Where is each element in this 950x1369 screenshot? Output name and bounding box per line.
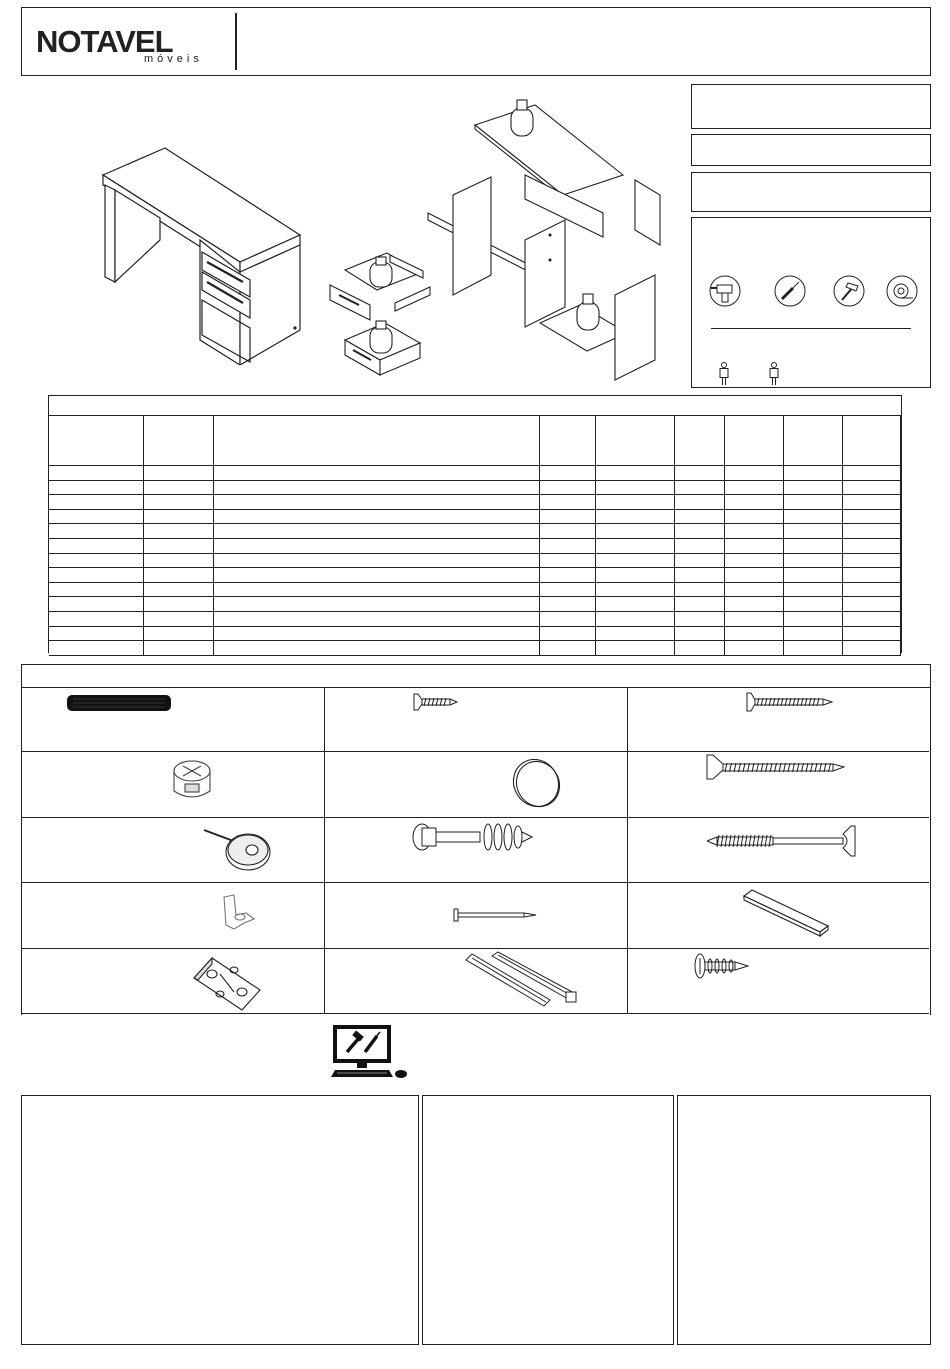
table-cell	[214, 553, 540, 568]
table-cell	[144, 480, 214, 495]
table-cell	[214, 538, 540, 553]
short-screw-icon	[412, 692, 460, 712]
pan-screw-icon	[692, 952, 752, 980]
table-cell	[49, 509, 144, 524]
table-cell	[674, 524, 725, 539]
table-cell	[595, 611, 674, 626]
table-cell	[595, 524, 674, 539]
table-cell	[540, 553, 596, 568]
table-cell	[674, 416, 725, 466]
header-divider	[235, 13, 237, 70]
table-cell	[540, 509, 596, 524]
table-cell	[843, 480, 901, 495]
table-cell	[214, 582, 540, 597]
table-cell	[843, 553, 901, 568]
table-cell	[784, 538, 843, 553]
screwdriver-icon	[773, 274, 807, 308]
table-cell	[214, 597, 540, 612]
table-cell	[595, 495, 674, 510]
table-row	[49, 538, 901, 553]
table-cell	[674, 568, 725, 583]
table-cell	[843, 538, 901, 553]
table-cell	[784, 416, 843, 466]
hammer-icon	[832, 274, 866, 308]
table-cell	[901, 553, 902, 568]
table-cell	[214, 568, 540, 583]
nail-glide-icon	[200, 822, 275, 874]
table-cell	[843, 582, 901, 597]
table-row	[49, 597, 901, 612]
table-cell	[595, 480, 674, 495]
table-cell	[49, 641, 144, 656]
table-cell	[214, 641, 540, 656]
table-cell	[49, 611, 144, 626]
table-cell	[595, 509, 674, 524]
table-cell	[49, 553, 144, 568]
parts-table	[49, 416, 901, 656]
table-cell	[843, 568, 901, 583]
parts-table-wrapper	[48, 395, 902, 653]
table-cell	[214, 626, 540, 641]
tape-measure-icon	[885, 274, 919, 308]
table-cell	[725, 553, 784, 568]
table-cell	[595, 538, 674, 553]
table-cell	[540, 538, 596, 553]
table-cell	[674, 626, 725, 641]
table-cell	[674, 582, 725, 597]
cam-bolt-icon	[410, 820, 535, 854]
table-cell	[784, 553, 843, 568]
table-cell	[144, 582, 214, 597]
table-cell	[144, 416, 214, 466]
table-cell	[843, 611, 901, 626]
table-row	[49, 568, 901, 583]
hardware-item	[325, 687, 628, 752]
felt-pad-icon	[508, 757, 564, 809]
corner-bracket-icon	[190, 950, 265, 1012]
table-row	[49, 582, 901, 597]
table-row	[49, 495, 901, 510]
table-cell	[901, 611, 902, 626]
table-cell	[49, 538, 144, 553]
confirmat-screw-icon	[705, 822, 865, 860]
table-cell	[214, 466, 540, 481]
table-cell	[901, 495, 902, 510]
brand-subname: móveis	[144, 53, 203, 65]
brand-logo	[36, 20, 221, 70]
info-box-2	[691, 134, 931, 166]
table-cell	[49, 597, 144, 612]
table-cell	[49, 495, 144, 510]
table-row	[49, 626, 901, 641]
table-cell	[144, 597, 214, 612]
table-cell	[843, 597, 901, 612]
table-cell	[725, 495, 784, 510]
table-cell	[49, 568, 144, 583]
info-box-1	[691, 84, 931, 129]
table-cell	[784, 597, 843, 612]
hardware-item	[628, 949, 929, 1014]
table-cell	[901, 480, 902, 495]
table-cell	[901, 597, 902, 612]
table-cell	[214, 495, 540, 510]
exploded-view-illustration	[325, 95, 670, 385]
table-cell	[674, 538, 725, 553]
table-cell	[595, 553, 674, 568]
hardware-title	[22, 665, 930, 688]
tools-box	[691, 217, 931, 388]
table-cell	[540, 466, 596, 481]
table-cell	[144, 626, 214, 641]
drill-icon	[708, 274, 742, 308]
notes-column-3	[677, 1095, 931, 1345]
table-cell	[144, 641, 214, 656]
table-cell	[725, 416, 784, 466]
table-cell	[901, 509, 902, 524]
table-cell	[674, 480, 725, 495]
table-cell	[901, 568, 902, 583]
table-cell	[901, 538, 902, 553]
table-cell	[674, 466, 725, 481]
table-cell	[595, 582, 674, 597]
table-cell	[674, 495, 725, 510]
info-box-3	[691, 172, 931, 212]
table-cell	[144, 466, 214, 481]
table-cell	[540, 582, 596, 597]
table-cell	[784, 509, 843, 524]
table-cell	[540, 641, 596, 656]
table-cell	[214, 480, 540, 495]
table-cell	[784, 495, 843, 510]
table-cell	[540, 626, 596, 641]
table-cell	[901, 416, 902, 466]
table-cell	[49, 416, 144, 466]
table-cell	[49, 626, 144, 641]
table-cell	[784, 524, 843, 539]
dowel-icon	[65, 692, 175, 714]
brand-name: NOTAVEL	[36, 24, 173, 59]
table-cell	[49, 480, 144, 495]
table-cell	[725, 538, 784, 553]
computer-tools-icon	[331, 1024, 411, 1080]
hardware-item	[325, 752, 628, 817]
table-cell	[674, 509, 725, 524]
table-cell	[674, 553, 725, 568]
table-cell	[595, 416, 674, 466]
hardware-item	[22, 883, 325, 948]
table-header-row	[49, 416, 901, 466]
table-cell	[843, 626, 901, 641]
table-cell	[540, 597, 596, 612]
table-cell	[901, 466, 902, 481]
table-cell	[784, 480, 843, 495]
table-cell	[843, 466, 901, 481]
table-cell	[784, 611, 843, 626]
notes-column-2	[422, 1095, 674, 1345]
table-cell	[784, 641, 843, 656]
table-cell	[725, 524, 784, 539]
table-cell	[784, 466, 843, 481]
table-row	[49, 553, 901, 568]
table-cell	[725, 466, 784, 481]
table-row	[49, 466, 901, 481]
medium-screw-icon	[745, 692, 835, 712]
table-row	[49, 509, 901, 524]
table-cell	[725, 582, 784, 597]
table-cell	[214, 416, 540, 466]
table-cell	[144, 568, 214, 583]
long-screw-icon	[705, 753, 847, 781]
table-cell	[725, 568, 784, 583]
table-cell	[843, 509, 901, 524]
table-cell	[595, 466, 674, 481]
table-cell	[49, 466, 144, 481]
person-icon	[768, 362, 780, 386]
shelf-support-icon	[218, 893, 268, 935]
table-cell	[214, 509, 540, 524]
table-cell	[540, 611, 596, 626]
table-cell	[674, 611, 725, 626]
table-cell	[725, 509, 784, 524]
table-cell	[595, 641, 674, 656]
nail-icon	[452, 906, 542, 924]
table-cell	[144, 611, 214, 626]
table-cell	[214, 524, 540, 539]
table-cell	[725, 611, 784, 626]
drawer-slide-icon	[462, 950, 582, 1010]
table-cell	[784, 582, 843, 597]
table-cell	[843, 495, 901, 510]
header-bar	[21, 7, 931, 76]
table-cell	[725, 641, 784, 656]
table-cell	[901, 626, 902, 641]
table-cell	[595, 597, 674, 612]
table-cell	[674, 597, 725, 612]
table-row	[49, 611, 901, 626]
table-cell	[674, 641, 725, 656]
assembled-desk-illustration	[95, 140, 310, 365]
table-cell	[595, 626, 674, 641]
table-cell	[901, 582, 902, 597]
parts-table-title	[49, 396, 901, 416]
table-cell	[540, 416, 596, 466]
table-cell	[784, 568, 843, 583]
table-cell	[843, 524, 901, 539]
table-cell	[901, 524, 902, 539]
table-cell	[843, 641, 901, 656]
table-cell	[49, 524, 144, 539]
table-cell	[540, 524, 596, 539]
notes-column-1	[21, 1095, 419, 1345]
table-cell	[595, 568, 674, 583]
table-cell	[725, 480, 784, 495]
table-cell	[49, 582, 144, 597]
table-cell	[725, 626, 784, 641]
table-cell	[540, 480, 596, 495]
table-cell	[901, 641, 902, 656]
table-cell	[144, 509, 214, 524]
table-cell	[214, 611, 540, 626]
table-row	[49, 524, 901, 539]
hardware-item	[22, 818, 325, 883]
table-row	[49, 641, 901, 656]
table-cell	[144, 538, 214, 553]
table-row	[49, 480, 901, 495]
table-cell	[540, 568, 596, 583]
table-cell	[144, 524, 214, 539]
hardware-item	[22, 949, 325, 1014]
table-cell	[843, 416, 901, 466]
table-cell	[144, 495, 214, 510]
cam-lock-icon	[167, 757, 217, 807]
table-cell	[784, 626, 843, 641]
table-cell	[144, 553, 214, 568]
tools-divider	[711, 328, 911, 329]
table-cell	[540, 495, 596, 510]
wood-strip-icon	[740, 888, 830, 938]
table-cell	[725, 597, 784, 612]
person-icon	[718, 362, 730, 386]
